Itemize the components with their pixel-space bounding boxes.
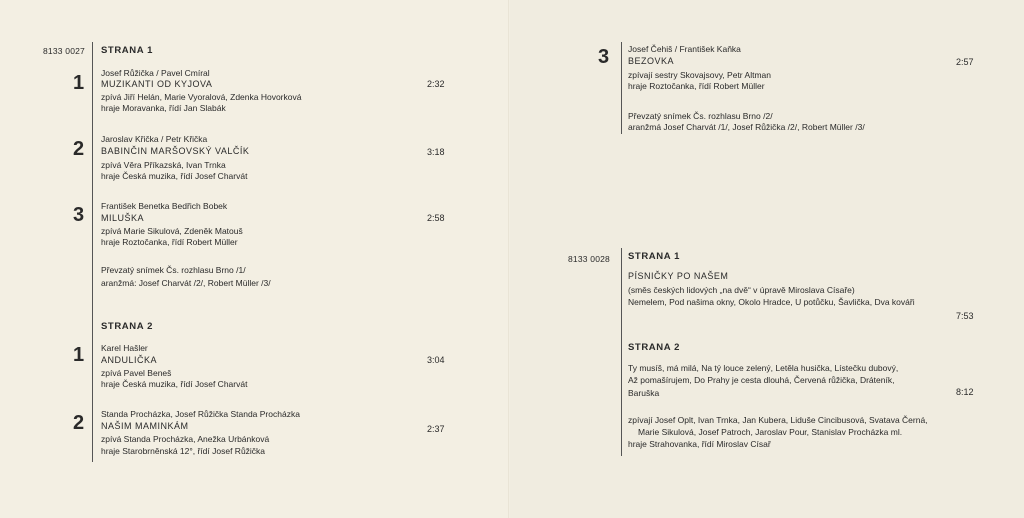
- right-divider-line-top: [621, 42, 622, 134]
- track-band: hraje Roztočanka, řídí Robert Müller: [628, 81, 765, 91]
- medley-duration: 7:53: [956, 311, 974, 321]
- catalog-number: 8133 0027: [43, 46, 85, 56]
- track-singers: zpívají sestry Skovajsovy, Petr Altman: [628, 70, 771, 80]
- medley-subtitle: (směs českých lidových „na dvě“ v úpravě Miroslava Císaře): [628, 285, 855, 295]
- right-page: [510, 0, 1024, 518]
- credits-line2: Marie Sikulová, Josef Patroch, Jaroslav Pour, Stanislav Procházka ml.: [638, 427, 903, 437]
- track-duration: 3:18: [427, 147, 445, 157]
- track-title: MUZIKANTI OD KYJOVA: [101, 79, 213, 89]
- track-number: 1: [73, 72, 85, 94]
- track-authors: Jaroslav Křička / Petr Křička: [101, 134, 208, 144]
- track-singers: zpívá Marie Sikulová, Zdeněk Matouš: [101, 226, 243, 236]
- arrangement-note: aranžmá: Josef Charvát /2/, Robert Müller /3/: [101, 278, 271, 288]
- track-duration: 3:04: [427, 355, 445, 365]
- track-number: 2: [73, 412, 85, 434]
- track-singers: zpívá Standa Procházka, Anežka Urbánková: [101, 434, 270, 444]
- track-band: hraje Starobrněnská 12°, řídí Josef Růžička: [101, 446, 266, 456]
- side2-heading: STRANA 2: [628, 342, 680, 353]
- side1-heading: STRANA 1: [101, 45, 153, 56]
- track-band: hraje Roztočanka, řídí Robert Müller: [101, 237, 238, 247]
- arrangement-note: aranžmá Josef Charvát /1/, Josef Růžička /2/, Robert Müller /3/: [628, 122, 865, 132]
- track-title: MILUŠKA: [101, 213, 145, 223]
- track-duration: 2:58: [427, 213, 445, 223]
- side2-heading: STRANA 2: [101, 321, 153, 332]
- track-authors: Josef Čehiš / František Kaňka: [628, 44, 741, 54]
- track-number: 3: [73, 204, 85, 226]
- medley-duration: 8:12: [956, 387, 974, 397]
- medley-songs-line1: Ty musíš, má milá, Na tý louce zelený, Letěla husička, Lístečku dubový,: [628, 363, 899, 373]
- medley-title: PÍSNIČKY PO NAŠEM: [628, 271, 729, 281]
- track-authors: Standa Procházka, Josef Růžička Standa Procházka: [101, 409, 300, 419]
- track-number: 2: [73, 138, 85, 160]
- track-duration: 2:57: [956, 57, 974, 67]
- track-title: NAŠIM MAMINKÁM: [101, 421, 189, 431]
- recording-note: Převzatý snímek Čs. rozhlasu Brno /1/: [101, 265, 246, 275]
- track-band: hraje Česká muzika, řídí Josef Charvát: [101, 171, 248, 181]
- track-band: hraje Moravanka, řídí Jan Slabák: [101, 103, 226, 113]
- right-divider-line-bottom: [621, 248, 622, 456]
- medley-songs-line2: Až pomašírujem, Do Prahy je cesta dlouhá, Červená růžička, Dráteník,: [628, 375, 895, 385]
- medley-songs: Nemelem, Pod našima okny, Okolo Hradce, U potůčku, Šavlička, Dva kováři: [628, 297, 915, 307]
- track-singers: zpívá Věra Příkazská, Ivan Trnka: [101, 160, 226, 170]
- medley-songs-line3: Baruška: [628, 388, 660, 398]
- track-title: ANDULIČKA: [101, 355, 158, 365]
- track-number: 1: [73, 344, 85, 366]
- track-authors: František Benetka Bedřich Bobek: [101, 201, 228, 211]
- track-title: BEZOVKA: [628, 56, 675, 66]
- track-authors: Karel Hašler: [101, 343, 148, 353]
- track-number: 3: [598, 46, 610, 68]
- track-singers: zpívá Pavel Beneš: [101, 368, 172, 378]
- credits-line1: zpívají Josef Oplt, Ivan Trnka, Jan Kubera, Liduše Cincibusová, Svatava Černá,: [628, 415, 928, 425]
- track-singers: zpívá Jiří Helán, Marie Vyoralová, Zdenka Hovorková: [101, 92, 302, 102]
- track-authors: Josef Růžička / Pavel Cmíral: [101, 68, 210, 78]
- recording-note: Převzatý snímek Čs. rozhlasu Brno /2/: [628, 111, 773, 121]
- track-band: hraje Česká muzika, řídí Josef Charvát: [101, 379, 248, 389]
- credits-line3: hraje Strahovanka, řídí Miroslav Císař: [628, 439, 771, 449]
- track-duration: 2:32: [427, 79, 445, 89]
- side1-heading: STRANA 1: [628, 251, 680, 262]
- track-duration: 2:37: [427, 424, 445, 434]
- left-divider-line: [92, 42, 93, 462]
- track-title: BABINČIN MARŠOVSKÝ VALČÍK: [101, 146, 250, 156]
- left-page: [0, 0, 510, 518]
- catalog-number: 8133 0028: [568, 254, 610, 264]
